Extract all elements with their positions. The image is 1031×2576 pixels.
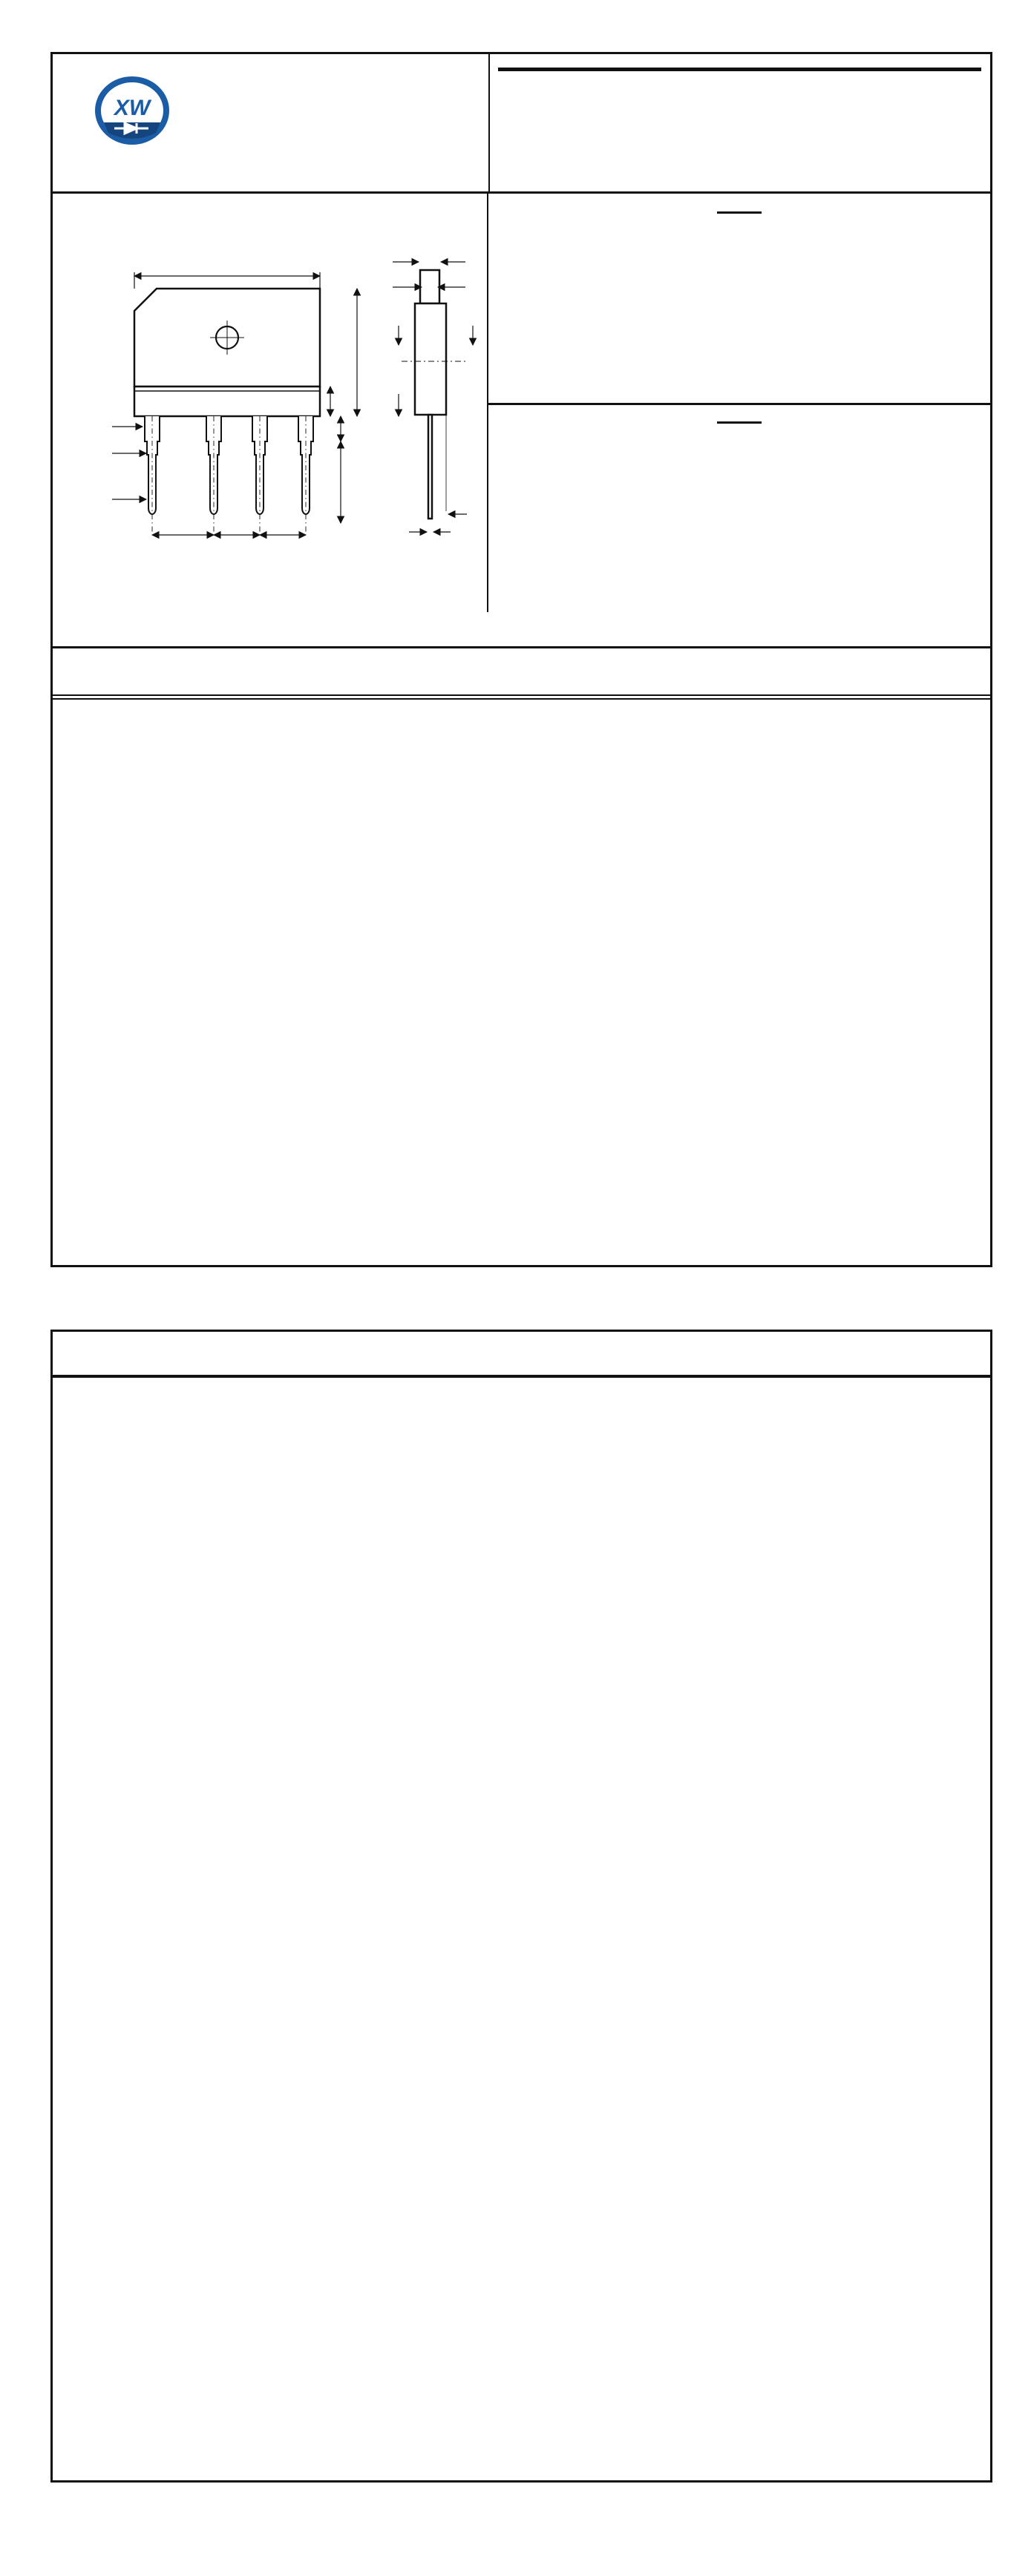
figure-3	[72, 1851, 540, 1856]
ratings-table-area	[53, 698, 990, 1265]
figure-4	[520, 1747, 990, 1752]
brand-logo	[94, 76, 183, 148]
logo-mark-icon	[94, 76, 171, 148]
part-number-title	[498, 65, 981, 71]
ratings-heading-bar	[53, 612, 990, 648]
ratings-conditions	[53, 648, 990, 696]
mechanical-heading	[717, 418, 762, 424]
page-2	[50, 1330, 992, 2483]
package-drawing	[53, 194, 488, 612]
notes-section	[53, 698, 990, 1265]
header-divider	[488, 54, 490, 191]
features-heading	[717, 208, 762, 214]
figure-2	[520, 1384, 990, 1388]
figure-1	[72, 1390, 540, 1394]
title-block	[498, 65, 981, 85]
header	[53, 54, 990, 194]
svg-text:XW: XW	[114, 96, 151, 120]
page-1	[50, 52, 992, 1267]
curves-heading-bar	[53, 1332, 990, 1378]
page1-body	[53, 194, 990, 612]
package-outline-drawing	[53, 200, 487, 556]
figure-5	[520, 2133, 990, 2138]
mechanical-data-section	[488, 405, 990, 427]
right-column	[488, 194, 990, 612]
features-section	[488, 194, 990, 405]
